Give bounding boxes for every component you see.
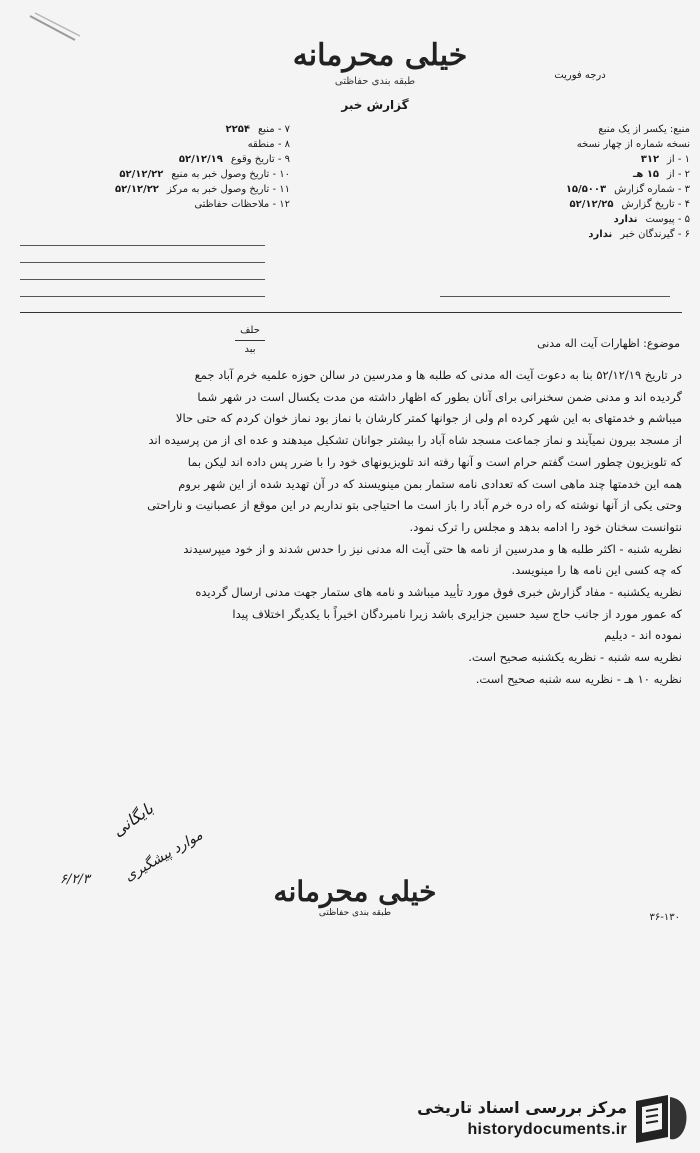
report-body — [20, 365, 682, 691]
decision-bottom: ببد — [244, 344, 256, 355]
body-line: نظریه یکشنبه - مفاد گزارش خبری فوق مورد تأیید میباشد و نامه های ستمار جهت مدنی ارسال گردیده — [195, 585, 682, 600]
body-line: که عمور مورد از جانب حاج سید حسین جزایری باشد زیرا نامبردگان اخیراً با یکدیگر اختلاف پیدا — [232, 606, 682, 621]
field-right-1: ۱ - از۳۱۲ — [640, 154, 690, 165]
body-line: میباشم و خدمتهای به این شهر کرده ام ولی از جوانها کمتر کارشان با نماز بود نماز خوان کردم که حتی حالا — [175, 411, 682, 426]
body-line: نظریه شنبه - اکثر طلبه ها و مدرسین از نامه ها حتی آیت اله مدنی نیز را حدس شدند و از خود میپرسیدند — [183, 541, 682, 556]
body-line: که چه کسی این نامه ها را مینویسد. — [511, 563, 682, 578]
field-left-12: ۱۲ - ملاحظات حفاظتی — [194, 199, 290, 210]
field-left-8: ۸ - منطقه — [247, 139, 290, 150]
classification-subtitle-bottom: طبقه بندی حفاظتی — [318, 908, 392, 918]
field-right-5: ۵ - پیوستندارد — [613, 214, 690, 225]
body-line: گردیده اند و مدنی ضمن سخنرانی برای آنان بطور که اظهار داشته من مدت یکسال است در شهر شما — [197, 389, 682, 404]
field-left-9: ۹ - تاریخ وقوع۵۲/۱۲/۱۹ — [178, 154, 290, 165]
field-right-2: ۲ - از۱۵ هـ — [632, 169, 690, 180]
header-divider — [20, 312, 682, 313]
handwritten-note-2: موارد پیشگیری — [121, 827, 206, 885]
footer-org-name: مرکز بررسی اسناد تاریخی — [417, 1098, 627, 1117]
priority-label: درجه فوریت — [554, 70, 606, 81]
archive-logo-icon — [632, 1093, 690, 1145]
body-line: نظریه ۱۰ هـ - نظریه سه شنبه صحیح است. — [475, 671, 682, 686]
body-line: از مسجد بیرون نمیآیند و نماز جماعت مسجد شاه آباد را بیشتر جوانان تشکیل میدهند و عده ای از من پرسیده اند — [148, 433, 682, 448]
body-line: نتوانست سخنان خود را ادامه بدهد و مجلس را ترک نمود. — [409, 519, 682, 534]
body-line: نظریه سه شنبه - نظریه یکشنبه صحیح است. — [468, 650, 682, 665]
footer-url[interactable]: historydocuments.ir — [467, 1121, 627, 1138]
fields-right — [420, 122, 690, 242]
classification-stamp-top: خیلی محرمانه — [292, 38, 468, 73]
document-number: ۳۶-۱۳۰ — [649, 912, 680, 923]
blank-line — [20, 262, 265, 263]
field-source-copy: منبع: یکسر از یک منبع — [598, 124, 690, 135]
handwritten-note-1: بایگانی — [108, 798, 157, 841]
report-title: گزارش خبر — [341, 98, 409, 112]
body-line: در تاریخ ۵۲/۱۲/۱۹ بنا به دعوت آیت اله مدنی که طلبه ها و مدرسین در سالن حوزه علمیه خرم آباد جمع — [194, 368, 682, 382]
subject-line: موضوع: اظهارات آیت اله مدنی — [537, 337, 680, 350]
blank-line — [20, 279, 265, 280]
body-line: که تلویزیون چطور است گفتم حرام است و آنها رفته اند تلویزیونهای خود را با ضرر پس داده اند لیکن بما — [187, 454, 682, 469]
field-copy-number: نسخه شماره از چهار نسخه — [576, 139, 690, 150]
blank-line — [440, 296, 670, 297]
scan-artifact-icon — [25, 8, 85, 48]
field-right-6: ۶ - گیرندگان خبرندارد — [588, 229, 690, 240]
blank-line — [20, 245, 265, 246]
field-left-10: ۱۰ - تاریخ وصول خبر به منبع۵۲/۱۲/۲۲ — [119, 169, 290, 180]
classification-subtitle-top: طبقه بندی حفاظتی — [334, 76, 416, 87]
blank-line — [20, 296, 265, 297]
classification-stamp-bottom: خیلی محرمانه — [273, 875, 437, 908]
field-left-7: ۷ - منبع۲۲۵۴ — [225, 124, 290, 135]
fields-left — [20, 122, 290, 212]
decision-mark — [225, 322, 275, 359]
decision-top: حلف — [240, 325, 260, 336]
field-left-11: ۱۱ - تاریخ وصول خبر به مرکز۵۲/۱۲/۲۲ — [114, 184, 290, 195]
field-right-3: ۳ - شماره گزارش۱۵/۵۰۰۳ — [565, 184, 690, 195]
body-line: همه این خدمتها چند ماهی است که تعدادی نامه ستمار بمن مینویسند که در آن تهدید شده از این شهر بروم — [178, 476, 682, 491]
field-right-4: ۴ - تاریخ گزارش۵۲/۱۲/۲۵ — [569, 199, 690, 210]
handwritten-date: ۶/۲/۳ — [60, 872, 90, 887]
body-line: نموده اند - دیلیم — [604, 628, 682, 643]
body-line: وحتی یکی از آنها نوشته که راه دره خرم آباد را باز است ما احتیاجی بتو نداریم در این موقع از عصبانیت و ناراحتی — [147, 498, 682, 513]
